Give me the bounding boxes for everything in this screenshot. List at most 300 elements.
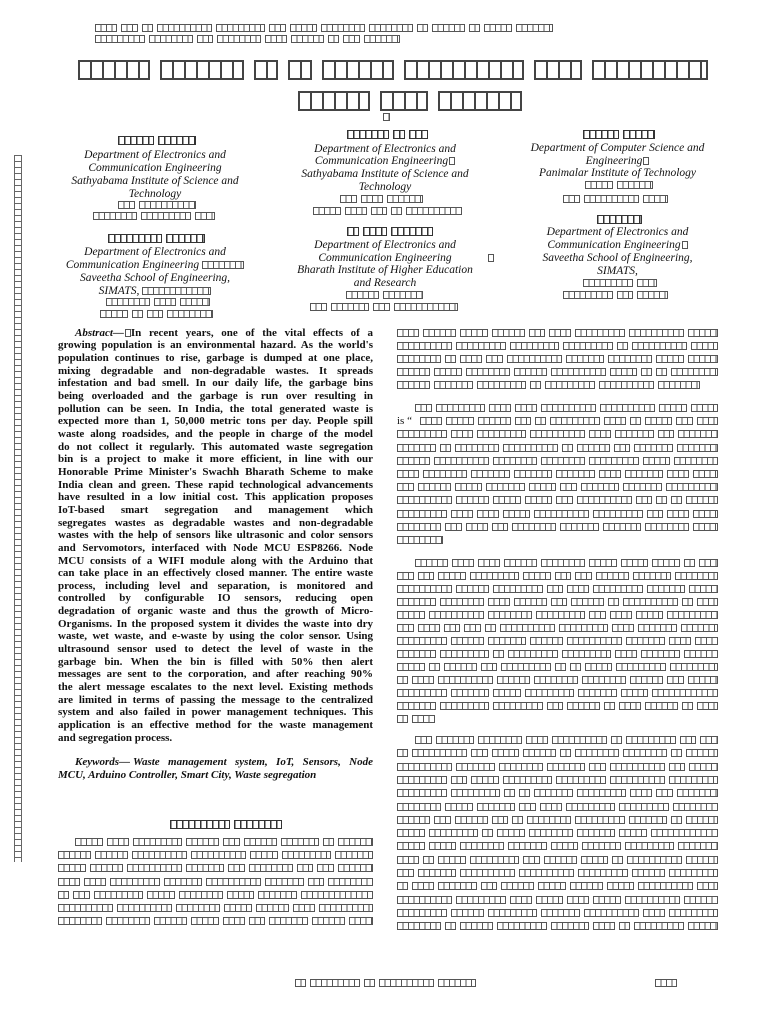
garbled-text: [659, 404, 687, 412]
garbled-text: [693, 523, 718, 531]
garbled-text: [617, 342, 628, 350]
author-6-department: Communication Engineering: [547, 238, 681, 251]
garbled-text: [313, 207, 341, 215]
author-3-institution: Sathyabama Institute of Science and: [301, 167, 469, 180]
garbled-text: [488, 254, 494, 262]
garbled-text: [547, 585, 564, 593]
garbled-text: [523, 749, 556, 757]
abstract-line: the alert message escalates to the next level. Existing methods: [58, 681, 373, 694]
abstract-line: India clean and green. These rapid technological advancements: [58, 478, 373, 491]
garbled-text: [397, 663, 425, 671]
garbled-text: [164, 878, 203, 886]
garbled-text: [689, 585, 718, 593]
garbled-text: [643, 457, 671, 465]
garbled-text: [629, 329, 684, 337]
garbled-text: [397, 816, 430, 824]
garbled-text: [202, 261, 244, 269]
garbled-text: [541, 404, 596, 412]
garbled-text: [391, 207, 402, 215]
author-2-institution: SIMATS,: [98, 284, 140, 297]
garbled-text: [170, 820, 230, 829]
garbled-text: [118, 136, 154, 145]
garbled-text: [560, 483, 577, 491]
garbled-text: [409, 130, 428, 139]
garbled-text: [647, 510, 664, 518]
garbled-text: [688, 329, 719, 337]
garbled-text: [481, 882, 498, 890]
garbled-text: [669, 869, 719, 877]
garbled-text: [397, 572, 414, 580]
author-1-institution: Sathyabama Institute of Science and: [71, 174, 239, 187]
abstract-line: can take place in an effectively closed manner. The entire waste: [58, 567, 373, 580]
garbled-text: [363, 227, 387, 236]
garbled-text: [619, 829, 647, 837]
garbled-text: [610, 368, 638, 376]
garbled-text: [493, 496, 521, 504]
garbled-text: [634, 922, 684, 930]
garbled-text: [556, 496, 573, 504]
garbled-text: [364, 979, 375, 987]
garbled-text: [420, 417, 442, 425]
garbled-text: [645, 702, 678, 710]
garbled-text: [671, 749, 682, 757]
garbled-text: [117, 904, 172, 912]
garbled-text: [519, 803, 536, 811]
garbled-text: [519, 789, 530, 797]
garbled-text: [95, 851, 128, 859]
garbled-text: [684, 650, 719, 658]
author-1-department: Communication Engineering: [88, 161, 222, 174]
garbled-text: [488, 598, 510, 606]
garbled-text: [575, 572, 592, 580]
right-column-fragment: is “: [397, 414, 412, 427]
garbled-text: [485, 624, 496, 632]
garbled-text: [547, 702, 564, 710]
garbled-text: [686, 816, 718, 824]
garbled-text: [397, 329, 419, 337]
garbled-text: [643, 909, 665, 917]
margin-identifier-strip: [14, 155, 22, 862]
garbled-text: [179, 891, 223, 899]
garbled-text: [634, 444, 673, 452]
garbled-text: [438, 979, 477, 987]
garbled-text: [492, 523, 509, 531]
garbled-text: [78, 60, 150, 80]
garbled-text: [397, 430, 447, 438]
garbled-text: [338, 838, 373, 846]
garbled-text: [340, 195, 357, 203]
garbled-text: [682, 598, 693, 606]
garbled-text: [610, 611, 632, 619]
garbled-text: [536, 896, 564, 904]
author-4-department: Communication Engineering: [318, 251, 452, 264]
garbled-text: [223, 838, 240, 846]
garbled-text: [397, 342, 452, 350]
garbled-text: [471, 749, 488, 757]
garbled-text: [630, 417, 641, 425]
garbled-text: [423, 856, 434, 864]
garbled-text: [95, 35, 145, 43]
garbled-text: [141, 212, 191, 220]
garbled-text: [589, 430, 611, 438]
garbled-text: [563, 342, 613, 350]
garbled-text: [516, 24, 554, 32]
garbled-text: [629, 816, 668, 824]
garbled-text: [508, 650, 558, 658]
garbled-text: [418, 483, 451, 491]
garbled-text: [688, 355, 719, 363]
garbled-text: [281, 838, 320, 846]
garbled-text: [656, 355, 684, 363]
garbled-text: [492, 816, 509, 824]
garbled-text: [282, 851, 332, 859]
garbled-text: [84, 878, 106, 886]
garbled-text: [469, 24, 480, 32]
garbled-text: [434, 816, 451, 824]
garbled-text: [397, 624, 414, 632]
garbled-text: [669, 763, 686, 771]
garbled-text: [477, 381, 527, 389]
abstract-line: ultrasound sensor used to detect the level of waste in the: [58, 643, 373, 656]
garbled-text: [545, 381, 595, 389]
glyph-box: [682, 241, 688, 249]
author-3-department-line: [285, 155, 485, 168]
garbled-text: [397, 842, 425, 850]
garbled-text: [440, 444, 451, 452]
author-2-department-line: [58, 259, 252, 272]
garbled-text: [166, 234, 205, 243]
garbled-text: [397, 637, 447, 645]
garbled-text: [217, 35, 261, 43]
garbled-text: [529, 829, 573, 837]
garbled-text: [418, 869, 457, 877]
garbled-text: [456, 896, 506, 904]
garbled-text: [599, 381, 654, 389]
garbled-text: [567, 702, 600, 710]
garbled-text: [551, 598, 568, 606]
garbled-text: [249, 917, 266, 925]
garbled-text: [510, 342, 560, 350]
garbled-text: [397, 896, 452, 904]
garbled-text: [456, 763, 495, 771]
garbled-text: [523, 856, 540, 864]
garbled-text: [391, 227, 433, 236]
garbled-text: [456, 585, 489, 593]
garbled-text: [147, 310, 164, 318]
garbled-text: [625, 470, 664, 478]
garbled-text: [575, 816, 625, 824]
garbled-text: [466, 523, 488, 531]
garbled-text: [444, 663, 477, 671]
garbled-text: [697, 702, 718, 710]
garbled-text: [686, 496, 718, 504]
garbled-text: [335, 851, 373, 859]
garbled-text: [244, 838, 277, 846]
garbled-text: [530, 430, 585, 438]
garbled-text: [578, 869, 628, 877]
abstract-line: system and also failed in power management techniques. This: [58, 706, 373, 719]
garbled-text: [157, 24, 212, 32]
garbled-text: [691, 404, 719, 412]
garbled-text: [684, 559, 695, 567]
author-1-institution: Technology: [128, 187, 182, 200]
garbled-text: [607, 882, 635, 890]
garbled-text: [600, 404, 655, 412]
garbled-text: [562, 444, 573, 452]
garbled-text: [493, 457, 537, 465]
abstract-line: and Servomotors, interfaced with Node MCU ESP8266. Node: [58, 541, 373, 554]
garbled-text: [364, 35, 401, 43]
garbled-text: [412, 749, 467, 757]
garbled-text: [501, 882, 534, 890]
garbled-text: [619, 922, 630, 930]
garbled-text: [671, 368, 718, 376]
garbled-text: [438, 91, 522, 111]
garbled-text: [515, 404, 537, 412]
garbled-text: [142, 287, 211, 295]
garbled-text: [560, 523, 599, 531]
garbled-text: [693, 510, 718, 518]
garbled-text: [466, 368, 510, 376]
garbled-text: [656, 496, 667, 504]
garbled-text: [669, 776, 719, 784]
garbled-text: [614, 444, 631, 452]
garbled-text: [616, 663, 666, 671]
abstract-line: messages are sent to the corporation, and after reaching 90%: [58, 668, 373, 681]
garbled-text: [346, 291, 379, 299]
garbled-text: [477, 430, 527, 438]
garbled-text: [118, 201, 135, 209]
garbled-text: [583, 279, 633, 287]
abstract-line: segregates wastes as degradable wastes and non-degradable: [58, 516, 373, 529]
garbled-text: [501, 663, 551, 671]
garbled-text: [406, 207, 462, 215]
garbled-text: [593, 922, 615, 930]
garbled-text: [678, 842, 718, 850]
garbled-text: [575, 329, 625, 337]
garbled-text: [534, 60, 582, 80]
garbled-text: [630, 789, 652, 797]
garbled-text: [312, 917, 345, 925]
garbled-text: [551, 368, 606, 376]
garbled-text: [676, 417, 693, 425]
author-6-department-line: [515, 239, 720, 252]
garbled-text: [397, 381, 430, 389]
abstract-line: Organisms. In the proposed system it divides the waste into dry: [58, 617, 373, 630]
garbled-text: [417, 24, 428, 32]
garbled-text: [460, 869, 515, 877]
garbled-text: [397, 702, 436, 710]
garbled-text: [415, 736, 432, 744]
garbled-text: [298, 91, 370, 111]
garbled-text: [525, 496, 553, 504]
garbled-text: [592, 60, 708, 80]
garbled-text: [308, 878, 325, 886]
garbled-text: [667, 470, 689, 478]
garbled-text: [288, 60, 312, 80]
garbled-text: [191, 917, 219, 925]
garbled-text: [404, 60, 524, 80]
garbled-text: [397, 523, 441, 531]
garbled-text: [544, 856, 577, 864]
garbled-text: [93, 212, 137, 220]
garbled-text: [617, 291, 634, 299]
garbled-text: [322, 60, 394, 80]
garbled-text: [697, 882, 718, 890]
garbled-text: [550, 417, 600, 425]
garbled-text: [615, 650, 637, 658]
garbled-text: [682, 702, 693, 710]
abstract-line: are limited in terms of passing the message to the centralized: [58, 693, 373, 706]
garbled-text: [75, 838, 103, 846]
garbled-text: [507, 355, 562, 363]
garbled-text: [503, 776, 553, 784]
garbled-text: [535, 417, 546, 425]
garbled-text: [415, 559, 448, 567]
garbled-text: [504, 789, 515, 797]
garbled-text: [571, 598, 604, 606]
keywords-text: Waste management system, IoT, Sensors, Node: [133, 755, 373, 768]
garbled-text: [570, 663, 581, 671]
garbled-text: [149, 35, 193, 43]
garbled-text: [623, 749, 667, 757]
garbled-text: [577, 496, 632, 504]
author-4-institution: Bharath Institute of Higher Education: [297, 263, 473, 276]
garbled-text: [691, 342, 719, 350]
garbled-text: [397, 470, 419, 478]
garbled-text: [397, 829, 425, 837]
garbled-text: [493, 585, 543, 593]
garbled-text: [608, 355, 652, 363]
garbled-text: [397, 457, 430, 465]
garbled-text: [291, 35, 324, 43]
garbled-text: [581, 483, 620, 491]
garbled-text: [361, 195, 383, 203]
garbled-text: [581, 856, 609, 864]
garbled-text: [394, 303, 459, 311]
author-3-department: Department of Electronics and: [314, 142, 456, 155]
garbled-text: [250, 851, 278, 859]
garbled-text: [652, 689, 718, 697]
garbled-text: [577, 444, 610, 452]
garbled-text: [547, 763, 586, 771]
garbled-text: [632, 869, 665, 877]
garbled-text: [470, 572, 520, 580]
author-6-institution: Saveetha School of Engineering,: [542, 251, 693, 264]
garbled-text: [432, 24, 465, 32]
garbled-text: [127, 864, 182, 872]
garbled-text: [397, 749, 408, 757]
garbled-text: [566, 355, 605, 363]
garbled-text: [552, 736, 607, 744]
garbled-text: [301, 891, 374, 899]
garbled-text: [604, 702, 615, 710]
abstract-line: pollution can be seen. In India, the total generated waste is: [58, 402, 373, 415]
garbled-text: [667, 510, 689, 518]
garbled-text: [371, 207, 388, 215]
garbled-text: [551, 842, 579, 850]
garbled-text: [397, 650, 436, 658]
garbled-text: [497, 676, 530, 684]
garbled-text: [451, 909, 484, 917]
garbled-text: [486, 483, 525, 491]
garbled-text: [666, 483, 719, 491]
garbled-text: [621, 559, 649, 567]
garbled-text: [575, 749, 619, 757]
garbled-text: [438, 856, 466, 864]
garbled-text: [589, 457, 639, 465]
abstract-line: have resulted in a low initial cost. This application proposes: [58, 491, 373, 504]
garbled-text: [321, 24, 365, 32]
keywords: [58, 756, 373, 782]
garbled-text: [451, 789, 501, 797]
garbled-text: [429, 842, 457, 850]
garbled-text: [197, 35, 214, 43]
garbled-text: [700, 736, 718, 744]
garbled-text: [636, 611, 664, 619]
garbled-text: [627, 856, 682, 864]
garbled-text: [445, 922, 456, 930]
garbled-text: [186, 864, 225, 872]
garbled-text: [186, 838, 219, 846]
abstract-line: application is an effective method for the waste management: [58, 719, 373, 732]
garbled-text: [503, 510, 531, 518]
garbled-text: [612, 856, 623, 864]
garbled-text: [693, 470, 718, 478]
garbled-text: [526, 736, 548, 744]
garbled-text: [555, 663, 566, 671]
abstract-line: waste along roadsides, and the people in charge of the model: [58, 427, 373, 440]
garbled-text: [582, 676, 626, 684]
garbled-text: [455, 816, 488, 824]
garbled-text: [549, 329, 571, 337]
garbled-text: [142, 24, 153, 32]
abstract-line: wastes with the help of sensors like ultrasonic and color sensors: [58, 529, 373, 542]
garbled-text: [456, 496, 489, 504]
garbled-text: [132, 310, 143, 318]
abstract-line: Honorable Prime Minister's Swachh Bharath Scheme to make: [58, 465, 373, 478]
garbled-text: [582, 842, 621, 850]
garbled-text: [397, 536, 443, 544]
garbled-text: [423, 470, 467, 478]
keywords-label: Keywords—: [75, 755, 130, 768]
garbled-text: [484, 24, 512, 32]
garbled-text: [534, 789, 573, 797]
garbled-text: [481, 663, 498, 671]
garbled-text: [655, 979, 677, 987]
garbled-text: [697, 417, 719, 425]
garbled-text: [397, 689, 447, 697]
garbled-text: [503, 444, 558, 452]
garbled-text: [216, 24, 266, 32]
author-5-department: Engineering: [585, 154, 643, 167]
author-5-institution: Panimalar Institute of Technology: [538, 166, 697, 179]
author-1-department: Department of Electronics and: [84, 148, 226, 161]
garbled-text: [256, 904, 289, 912]
garbled-text: [623, 130, 655, 139]
garbled-text: [397, 355, 441, 363]
author-2-department: Department of Electronics and: [84, 245, 226, 258]
garbled-text: [563, 291, 613, 299]
garbled-text: [584, 195, 639, 203]
garbled-text: [512, 816, 523, 824]
garbled-text: [347, 227, 359, 236]
garbled-text: [397, 763, 452, 771]
garbled-text: [397, 869, 414, 877]
garbled-text: [451, 776, 468, 784]
garbled-text: [641, 650, 680, 658]
abstract-line: IoT-based smart segregation and management which: [58, 503, 373, 516]
